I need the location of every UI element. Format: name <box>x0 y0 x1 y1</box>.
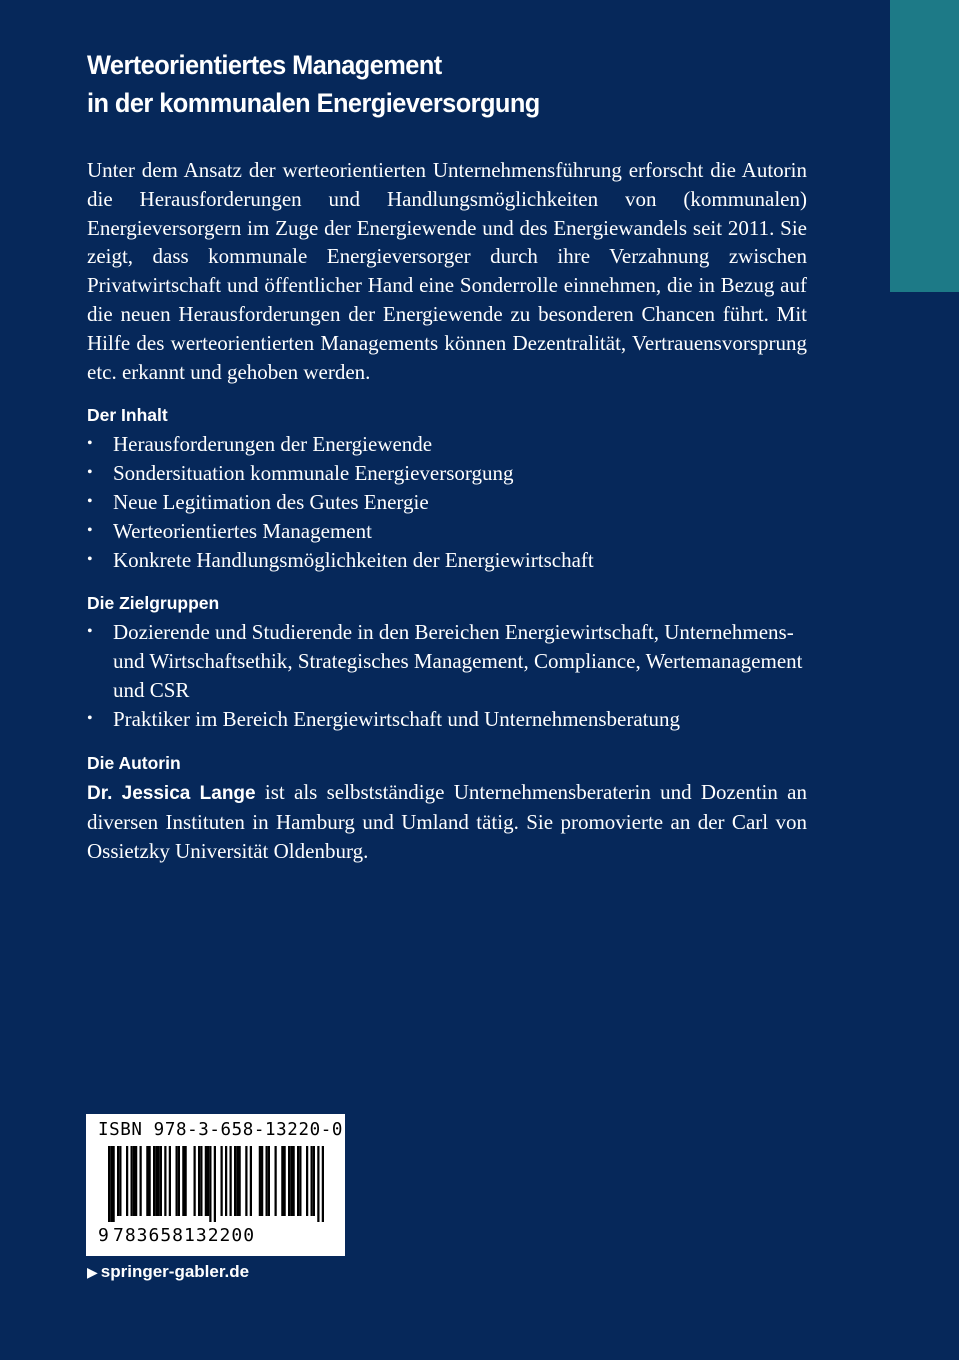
list-item: • Werteorientiertes Management <box>87 517 807 546</box>
barcode-bar <box>317 1146 319 1222</box>
barcode-bar <box>164 1146 166 1216</box>
barcode-bar <box>281 1146 283 1216</box>
barcode-bar <box>290 1146 292 1216</box>
barcode-bar <box>236 1146 238 1216</box>
barcode-bar <box>117 1146 119 1216</box>
list-item: • Konkrete Handlungsmöglichkeiten der Energiewirtschaft <box>87 546 807 575</box>
barcode-bar <box>261 1146 263 1216</box>
barcode-bar <box>158 1146 160 1216</box>
barcode-bar <box>266 1146 268 1216</box>
barcode-bar <box>133 1146 135 1216</box>
intro-paragraph: Unter dem Ansatz der werteorientierten Unternehmensführung erforscht die Autorin die Herausforderungen und Handlungsmöglichkeiten von (kommunalen) Energieversorgern im Zuge der Energiewende und des Energiewandels seit 2011. Sie zeigt, dass kommunale Energieversorger durch ihre Verzahnung zwischen Privatwirtschaft und öffentlicher Hand eine Sonderrolle einnehmen, die in Bezug auf die neuen Herausforderungen der Energiewende zu besonderen Chancen führt. Mit Hilfe des werteorientierten Managements können Dezentralität, Vertrauensvorsprung etc. erkannt und gehoben werden. <box>87 158 807 384</box>
inhalt-list <box>87 430 807 574</box>
barcode-bar <box>176 1146 178 1216</box>
inhalt-heading: Der Inhalt <box>87 405 168 426</box>
isbn-label: ISBN 978-3-658-13220-0 <box>98 1120 343 1140</box>
barcode-bar <box>153 1146 155 1216</box>
barcode-bar <box>178 1146 180 1216</box>
author-bio-text: ist als selbstständige Unternehmensberaterin und Dozentin an diversen Instituten in Hamburg und Umland tätig. Sie promovierte an der Carl von Ossietzky Universität Oldenburg. <box>87 779 807 864</box>
barcode-bar <box>149 1146 151 1216</box>
list-item: • Sondersituation kommunale Energieversorgung <box>87 459 807 488</box>
barcode-bar <box>234 1146 236 1216</box>
barcode-bar <box>160 1146 162 1216</box>
teal-accent-bar <box>890 0 959 292</box>
website-label: springer-gabler.de <box>100 1262 250 1281</box>
barcode-bar <box>230 1146 232 1216</box>
autorin-heading: Die Autorin <box>87 752 181 773</box>
barcode-bar <box>194 1146 196 1216</box>
zielgruppen-heading: Die Zielgruppen <box>87 593 220 614</box>
book-title <box>87 46 764 122</box>
barcode-bar <box>185 1146 187 1216</box>
barcode-bar <box>198 1146 200 1216</box>
barcode-bar <box>155 1146 157 1216</box>
barcode-bar <box>108 1146 110 1222</box>
barcode-bar <box>311 1146 313 1216</box>
back-cover-content <box>87 46 807 866</box>
barcode-bar <box>182 1146 184 1216</box>
barcode-bar <box>169 1146 171 1216</box>
barcode-bar <box>245 1146 247 1216</box>
barcode-bar <box>284 1146 286 1216</box>
barcode-bar <box>146 1146 148 1216</box>
list-item: • Dozierende und Studierende in den Bereichen Energiewirtschaft, Unternehmens- und Wirtschaftsethik, Strategisches Management, Compliance, Wertemanagement und CSR <box>87 618 807 704</box>
inhalt-section <box>87 404 807 574</box>
barcode-bar <box>214 1146 216 1222</box>
barcode-digit-first: 9 <box>98 1225 110 1246</box>
barcode-bar <box>306 1146 308 1216</box>
barcode-bar <box>209 1146 211 1222</box>
barcode-bar <box>205 1146 207 1216</box>
barcode-bar <box>299 1146 301 1216</box>
barcode-bar <box>110 1146 112 1222</box>
arrow-right-icon: ▶ <box>87 1264 98 1280</box>
list-item: • Praktiker im Bereich Energiewirtschaft und Unternehmensberatung <box>87 705 807 734</box>
barcode-bar <box>322 1146 324 1222</box>
barcode-bar <box>239 1146 241 1216</box>
barcode-bar <box>293 1146 295 1216</box>
barcode-bar <box>119 1146 121 1216</box>
isbn-barcode <box>86 1114 345 1256</box>
title-line-2: in der kommunalen Energieversorgung <box>87 88 540 118</box>
barcode-bar <box>113 1146 115 1222</box>
barcode-bar <box>221 1146 223 1216</box>
barcode-bar <box>207 1146 209 1216</box>
barcode-bar <box>259 1146 261 1216</box>
barcode-bars <box>98 1146 333 1222</box>
barcode-bar <box>126 1146 128 1216</box>
barcode-bar <box>225 1146 227 1216</box>
title-line-1: Werteorientiertes Management <box>87 50 442 80</box>
zielgruppen-list <box>87 618 807 733</box>
barcode-bar <box>275 1146 277 1216</box>
barcode-bar <box>313 1146 315 1216</box>
barcode-bar <box>288 1146 290 1216</box>
list-item: • Herausforderungen der Energiewende <box>87 430 807 459</box>
barcode-bar <box>268 1146 270 1216</box>
barcode-digits: 783658132200 <box>113 1225 256 1246</box>
publisher-website[interactable] <box>87 1262 249 1282</box>
barcode-bar <box>297 1146 299 1216</box>
autorin-section <box>87 752 807 866</box>
zielgruppen-section <box>87 592 807 733</box>
barcode-bar <box>131 1146 133 1216</box>
barcode-bar <box>200 1146 202 1216</box>
list-item: • Neue Legitimation des Gutes Energie <box>87 488 807 517</box>
author-bio <box>87 778 807 866</box>
barcode-bar <box>140 1146 142 1216</box>
author-name: Dr. Jessica Lange <box>87 782 256 804</box>
barcode-bar <box>135 1146 137 1216</box>
barcode-bar <box>250 1146 252 1216</box>
